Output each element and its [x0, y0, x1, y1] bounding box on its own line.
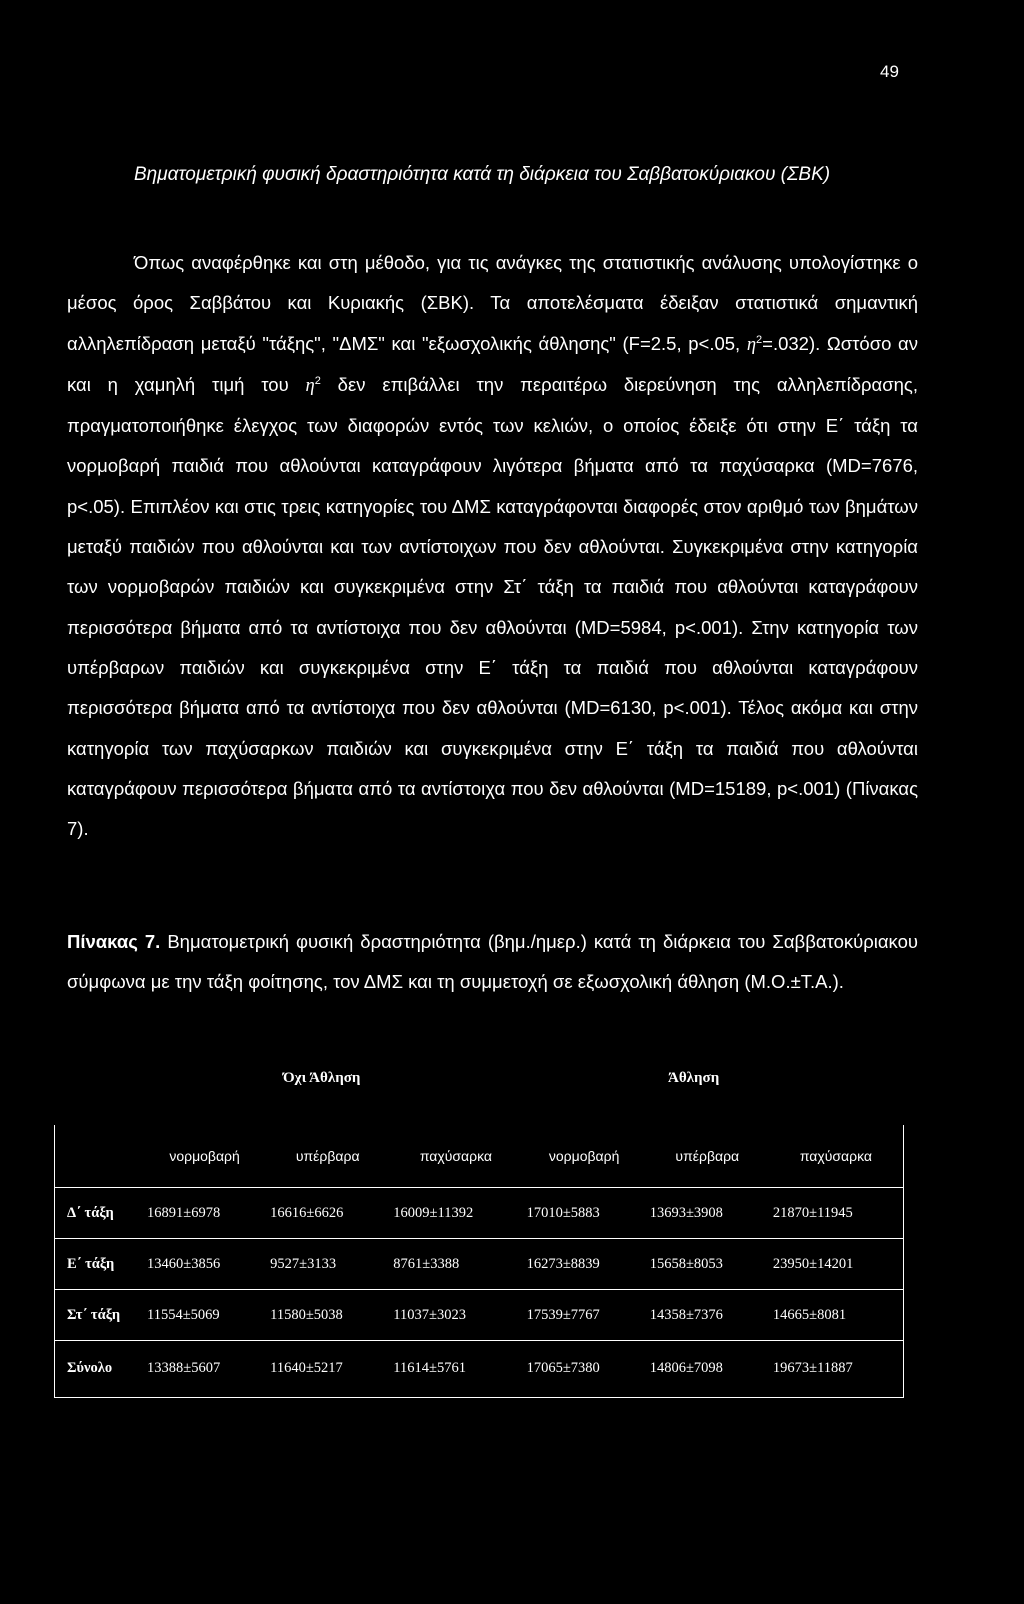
data-table: [55, 1125, 903, 1397]
superscript: 2: [756, 333, 763, 346]
table-caption-label: Πίνακας 7.: [67, 931, 161, 952]
table-caption: [67, 922, 918, 1003]
table-cell: 11037±3023: [389, 1290, 522, 1341]
eta-symbol: η: [305, 375, 315, 396]
row-label: Ε΄ τάξη: [55, 1239, 143, 1290]
table-cell: 16273±8839: [523, 1239, 646, 1290]
table-cell: 14665±8081: [769, 1290, 903, 1341]
superscript: 2: [314, 374, 321, 387]
body-paragraph: [67, 243, 918, 849]
column-header-blank: [55, 1125, 143, 1188]
table-caption-text: Βηματομετρική φυσική δραστηριότητα (βημ./ημερ.) κατά τη διάρκεια του Σαββατοκύριακου σύμφωνα με την τάξη φοίτησης, τον ΔΜΣ και τη συμμετοχή σε εξωσχολική άθληση (Μ.Ο.±Τ.Α.).: [67, 931, 918, 993]
column-header: παχύσαρκα: [419, 1148, 493, 1164]
table-cell: 11554±5069: [143, 1290, 266, 1341]
data-table-wrapper: [54, 1125, 904, 1398]
column-header: νορμοβαρή: [169, 1148, 240, 1164]
table-cell: 23950±14201: [769, 1239, 903, 1290]
group-header-no-sport: Όχι Άθληση: [283, 1070, 361, 1086]
eta-symbol: η: [746, 334, 757, 355]
column-header: νορμοβαρή: [548, 1148, 620, 1164]
table-cell: 16616±6626: [266, 1188, 389, 1239]
table-cell: 14806±7098: [646, 1341, 769, 1397]
table-cell: 19673±11887: [769, 1341, 903, 1397]
table-cell: 17065±7380: [523, 1341, 646, 1397]
table-cell: 13388±5607: [143, 1341, 266, 1397]
table-row: [55, 1188, 903, 1239]
table-cell: 16009±11392: [389, 1188, 522, 1239]
section-heading: Βηματομετρική φυσική δραστηριότητα κατά τη διάρκεια του Σαββατοκύριακου (ΣΒΚ): [134, 164, 831, 185]
paragraph-part-2: =.032). Ωστόσο αν και η χαμηλή τιμή του: [67, 332, 919, 395]
table-cell: 11640±5217: [266, 1341, 389, 1397]
table-cell: 14358±7376: [646, 1290, 769, 1341]
table-row: [55, 1239, 903, 1290]
paragraph-part-1: Όπως αναφέρθηκε και στη μέθοδο, για τις ανάγκες της στατιστικής ανάλυσης υπολογίστηκε ο μέσος όρος Σαββάτου και Κυριακής (ΣΒΚ). Τα αποτελέσματα έδειξαν στατιστικά σημαντική αλληλεπίδραση μεταξύ "τάξης", "ΔΜΣ" και "εξωσχολικής άθλησης" (F=2.5, p<.05,: [67, 252, 918, 354]
table-cell: 9527±3133: [266, 1239, 389, 1290]
column-header: παχύσαρκα: [799, 1148, 873, 1164]
table-cell: 11580±5038: [266, 1290, 389, 1341]
row-label: Σύνολο: [55, 1341, 143, 1397]
table-cell: 11614±5761: [389, 1341, 522, 1397]
paragraph-part-3: δεν επιβάλλει την περαιτέρω διερεύνηση της αλληλεπίδρασης, πραγματοποιήθηκε έλεγχος των διαφορών εντός των κελιών, ο οποίος έδειξε ότι στην Ε΄ τάξη τα νορμοβαρή παιδιά που αθλούνται καταγράφουν λιγότερα βήματα από τα παχύσαρκα (MD=7676, p<.05). Επιπλέον και στις τρεις κατηγορίες του ΔΜΣ καταγράφονται διαφορές στον αριθμό των βημάτων μεταξύ παιδιών που αθλούνται και των αντίστοιχων που δεν αθλούνται. Συγκεκριμένα στην κατηγορία των νορμοβαρών παιδιών και συγκεκριμένα στην Στ΄ τάξη τα παιδιά που αθλούνται καταγράφουν περισσότερα βήματα από τα αντίστοιχα που δεν αθλούνται (MD=5984, p<.001). Στην κατηγορία των υπέρβαρων παιδιών και συγκεκριμένα στην Ε΄ τάξη τα παιδιά που αθλούνται καταγράφουν περισσότερα βήματα από τα αντίστοιχα που δεν αθλούνται (MD=6130, p<.001). Τέλος ακόμα και στην κατηγορία των παχύσαρκων παιδιών και συγκεκριμένα στην Ε΄ τάξη τα παιδιά που αθλούνται καταγράφουν περισσότερα βήματα από τα αντίστοιχα που δεν αθλούνται (MD=15189, p<.001) (Πίνακας 7).: [67, 373, 918, 840]
table-cell: 17010±5883: [523, 1188, 646, 1239]
table-cell: 13460±3856: [143, 1239, 266, 1290]
table-row: [55, 1290, 903, 1341]
table-cell: 17539±7767: [523, 1290, 646, 1341]
table-cell: 13693±3908: [646, 1188, 769, 1239]
table-cell: 15658±8053: [646, 1239, 769, 1290]
row-label: Δ΄ τάξη: [55, 1188, 143, 1239]
column-header: υπέρβαρα: [295, 1148, 360, 1164]
table-cell: 21870±11945: [769, 1188, 903, 1239]
table-header-row: [55, 1125, 903, 1188]
table-cell: 16891±6978: [143, 1188, 266, 1239]
column-header: υπέρβαρα: [675, 1148, 740, 1164]
row-label: Στ΄ τάξη: [55, 1290, 143, 1341]
table-row: [55, 1341, 903, 1397]
table-cell: 8761±3388: [389, 1239, 522, 1290]
page-number: 49: [880, 62, 899, 81]
group-header-sport: Άθληση: [668, 1070, 720, 1086]
